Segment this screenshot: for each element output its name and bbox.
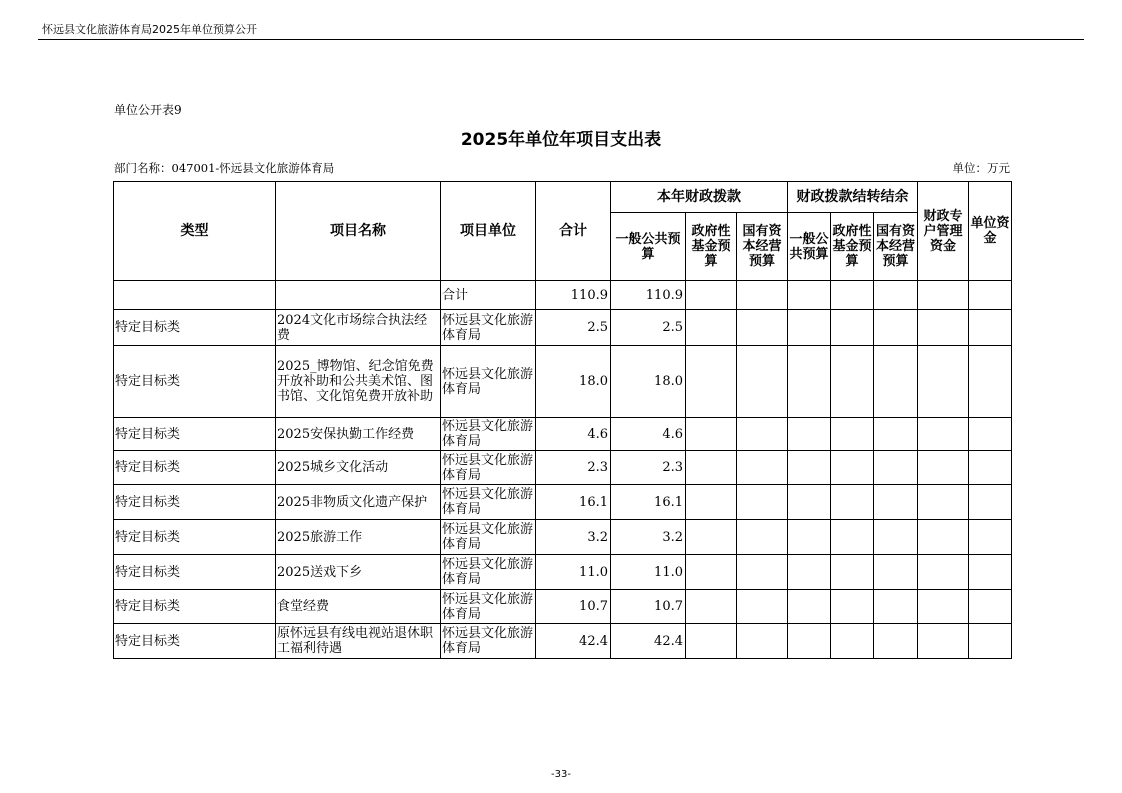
cell-project-name: 2025安保执勤工作经费 <box>276 418 441 451</box>
cell-general-budget: 11.0 <box>611 555 686 590</box>
cell-empty <box>788 418 831 451</box>
cell-empty <box>788 310 831 346</box>
cell-total: 42.4 <box>536 624 611 659</box>
header-current-appropriation: 本年财政拨款 <box>611 182 788 213</box>
cell-empty <box>788 624 831 659</box>
table-row <box>114 418 1012 451</box>
cell-empty <box>969 346 1012 418</box>
cell-empty <box>831 418 874 451</box>
cell-empty <box>686 281 737 310</box>
cell-project-unit: 怀远县文化旅游体育局 <box>441 485 536 520</box>
cell-project-unit: 怀远县文化旅游体育局 <box>441 590 536 624</box>
cell-empty <box>918 485 969 520</box>
cell-empty <box>918 418 969 451</box>
cell-type: 特定目标类 <box>114 451 276 485</box>
table-row <box>114 520 1012 555</box>
cell-total: 16.1 <box>536 485 611 520</box>
cell-empty <box>831 310 874 346</box>
cell-type: 特定目标类 <box>114 555 276 590</box>
cell-empty <box>918 281 969 310</box>
cell-empty <box>874 485 918 520</box>
header-project-unit: 项目单位 <box>441 182 536 281</box>
table-row <box>114 281 1012 310</box>
cell-type: 特定目标类 <box>114 485 276 520</box>
cell-general-budget: 2.5 <box>611 310 686 346</box>
cell-total: 3.2 <box>536 520 611 555</box>
cell-empty <box>874 281 918 310</box>
header-general-budget: 一般公共预算 <box>611 213 686 281</box>
cell-empty <box>874 590 918 624</box>
cell-empty <box>918 346 969 418</box>
cell-empty <box>788 590 831 624</box>
cell-total: 2.5 <box>536 310 611 346</box>
cell-empty <box>737 346 788 418</box>
cell-type: 特定目标类 <box>114 590 276 624</box>
cell-empty <box>969 520 1012 555</box>
cell-total: 10.7 <box>536 590 611 624</box>
table-row <box>114 624 1012 659</box>
cell-project-name: 2024文化市场综合执法经费 <box>276 310 441 346</box>
cell-empty <box>788 451 831 485</box>
cell-project-name: 原怀远县有线电视站退休职工福利待遇 <box>276 624 441 659</box>
table-row <box>114 451 1012 485</box>
cell-empty <box>874 310 918 346</box>
cell-empty <box>788 485 831 520</box>
cell-empty <box>918 590 969 624</box>
cell-empty <box>686 346 737 418</box>
cell-empty <box>737 418 788 451</box>
table-row <box>114 310 1012 346</box>
cell-empty <box>874 346 918 418</box>
cell-general-budget: 42.4 <box>611 624 686 659</box>
cell-empty <box>918 520 969 555</box>
cell-empty <box>686 555 737 590</box>
cell-project-name: 2025非物质文化遗产保护 <box>276 485 441 520</box>
cell-empty <box>969 590 1012 624</box>
header-project-name: 项目名称 <box>276 182 441 281</box>
cell-empty <box>874 520 918 555</box>
header-carry-general: 一般公共预算 <box>788 213 831 281</box>
cell-project-unit: 怀远县文化旅游体育局 <box>441 418 536 451</box>
cell-general-budget: 110.9 <box>611 281 686 310</box>
header-state-capital: 国有资本经营预算 <box>737 213 788 281</box>
cell-empty <box>788 555 831 590</box>
cell-empty <box>686 418 737 451</box>
cell-empty <box>788 346 831 418</box>
cell-empty <box>874 624 918 659</box>
cell-general-budget: 18.0 <box>611 346 686 418</box>
cell-total: 4.6 <box>536 418 611 451</box>
table-row <box>114 346 1012 418</box>
cell-empty <box>737 310 788 346</box>
cell-empty <box>686 624 737 659</box>
cell-project-name: 2025送戏下乡 <box>276 555 441 590</box>
cell-empty <box>831 624 874 659</box>
cell-empty <box>686 451 737 485</box>
cell-general-budget: 2.3 <box>611 451 686 485</box>
cell-empty <box>686 590 737 624</box>
cell-empty <box>831 520 874 555</box>
cell-empty <box>831 281 874 310</box>
header-carry-gov-fund: 政府性基金预算 <box>831 213 874 281</box>
header-type: 类型 <box>114 182 276 281</box>
cell-empty <box>918 451 969 485</box>
cell-empty <box>737 624 788 659</box>
cell-general-budget: 3.2 <box>611 520 686 555</box>
cell-project-name: 2025城乡文化活动 <box>276 451 441 485</box>
cell-project-unit: 怀远县文化旅游体育局 <box>441 520 536 555</box>
cell-empty <box>874 451 918 485</box>
cell-type: 特定目标类 <box>114 624 276 659</box>
cell-project-name: 食堂经费 <box>276 590 441 624</box>
cell-empty <box>874 555 918 590</box>
cell-empty <box>737 451 788 485</box>
cell-total: 2.3 <box>536 451 611 485</box>
cell-project-unit: 合计 <box>441 281 536 310</box>
cell-project-unit: 怀远县文化旅游体育局 <box>441 310 536 346</box>
cell-type <box>114 281 276 310</box>
cell-empty <box>969 451 1012 485</box>
page-number: -33- <box>551 769 571 780</box>
cell-empty <box>918 624 969 659</box>
cell-project-name <box>276 281 441 310</box>
cell-project-name: 2025旅游工作 <box>276 520 441 555</box>
cell-empty <box>831 555 874 590</box>
cell-empty <box>969 418 1012 451</box>
cell-total: 110.9 <box>536 281 611 310</box>
table-row <box>114 590 1012 624</box>
header-carryover: 财政拨款结转结余 <box>788 182 918 213</box>
table-row <box>114 485 1012 520</box>
cell-project-unit: 怀远县文化旅游体育局 <box>441 346 536 418</box>
cell-empty <box>737 590 788 624</box>
cell-empty <box>831 346 874 418</box>
cell-empty <box>874 418 918 451</box>
cell-empty <box>918 310 969 346</box>
header-total: 合计 <box>536 182 611 281</box>
cell-empty <box>831 590 874 624</box>
cell-empty <box>831 485 874 520</box>
header-special-account: 财政专户管理资金 <box>918 182 969 281</box>
cell-type: 特定目标类 <box>114 346 276 418</box>
cell-project-unit: 怀远县文化旅游体育局 <box>441 451 536 485</box>
cell-project-name: 2025_博物馆、纪念馆免费开放补助和公共美术馆、图书馆、文化馆免费开放补助 <box>276 346 441 418</box>
cell-empty <box>737 520 788 555</box>
department-label: 部门名称：047001-怀远县文化旅游体育局 <box>114 161 335 175</box>
header-rule <box>38 39 1084 40</box>
running-header: 怀远县文化旅游体育局2025年单位预算公开 <box>42 23 257 36</box>
table-row <box>114 555 1012 590</box>
cell-empty <box>788 281 831 310</box>
cell-general-budget: 4.6 <box>611 418 686 451</box>
cell-empty <box>969 555 1012 590</box>
cell-total: 18.0 <box>536 346 611 418</box>
cell-project-unit: 怀远县文化旅游体育局 <box>441 555 536 590</box>
cell-empty <box>788 520 831 555</box>
cell-project-unit: 怀远县文化旅游体育局 <box>441 624 536 659</box>
header-unit-funds: 单位资金 <box>969 182 1012 281</box>
header-carry-state-capital: 国有资本经营预算 <box>874 213 918 281</box>
cell-empty <box>737 485 788 520</box>
cell-empty <box>737 281 788 310</box>
header-gov-fund: 政府性基金预算 <box>686 213 737 281</box>
cell-empty <box>686 310 737 346</box>
cell-empty <box>969 310 1012 346</box>
cell-type: 特定目标类 <box>114 520 276 555</box>
cell-total: 11.0 <box>536 555 611 590</box>
cell-type: 特定目标类 <box>114 310 276 346</box>
cell-empty <box>831 451 874 485</box>
cell-empty <box>969 485 1012 520</box>
cell-empty <box>969 281 1012 310</box>
cell-empty <box>686 485 737 520</box>
cell-empty <box>737 555 788 590</box>
form-number: 单位公开表9 <box>114 103 182 117</box>
cell-general-budget: 10.7 <box>611 590 686 624</box>
cell-general-budget: 16.1 <box>611 485 686 520</box>
project-expenditure-table <box>113 181 1012 659</box>
unit-label: 单位：万元 <box>952 161 1010 175</box>
cell-empty <box>686 520 737 555</box>
cell-empty <box>918 555 969 590</box>
page-title: 2025年单位年项目支出表 <box>460 130 662 150</box>
cell-empty <box>969 624 1012 659</box>
cell-type: 特定目标类 <box>114 418 276 451</box>
